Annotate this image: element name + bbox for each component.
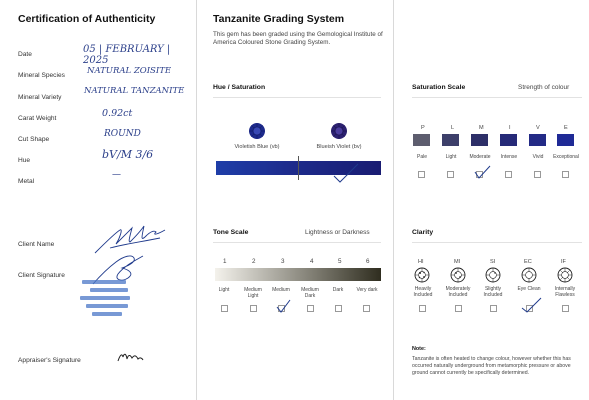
saturation-label-vivid: Vivid [532, 154, 544, 160]
tone-checkbox-dark[interactable] [335, 305, 342, 312]
saturation-letter-m: M [479, 125, 484, 131]
saturation-swatch-pale [413, 134, 430, 146]
tone-label-dark: Dark [332, 287, 344, 293]
grading-system-title: Tanzanite Grading System [213, 13, 345, 25]
violetish-blue-label: Violetish Blue (vb) [234, 144, 280, 150]
tone-number-4: 4 [310, 258, 314, 265]
clarity-code-mi: MI [454, 259, 461, 265]
hue-section-rule [213, 97, 381, 98]
mineral-variety-label: Mineral Variety [18, 94, 62, 101]
saturation-checkbox-intense[interactable] [505, 171, 512, 178]
cut-shape-value: ROUND [104, 129, 141, 139]
clarity-title: Clarity [412, 229, 434, 236]
clarity-code-if: IF [561, 259, 566, 265]
clarity-label-slightly-included: Slightly Included [483, 286, 503, 298]
carat-weight-label: Carat Weight [18, 115, 57, 122]
saturation-swatch-vivid [529, 134, 546, 146]
tone-checkbox-medium-light[interactable] [250, 305, 257, 312]
blueish-violet-label: Blueish Violet (bv) [316, 144, 362, 150]
appraiser-signature-label: Appraiser's Signature [18, 357, 81, 364]
saturation-letter-i: I [509, 125, 511, 131]
saturation-scale-subtitle: Strength of colour [518, 84, 570, 91]
note-title: Note: [412, 346, 426, 352]
tone-section-rule [213, 242, 381, 243]
saturation-scale-title: Saturation Scale [412, 84, 466, 91]
saturation-checkbox-pale[interactable] [418, 171, 425, 178]
saturation-label-light: Light [445, 154, 457, 160]
tone-label-light: Light [218, 287, 230, 293]
grading-system-panel [197, 0, 393, 400]
tone-checkbox-light[interactable] [221, 305, 228, 312]
clarity-code-hi: HI [418, 259, 424, 265]
tone-label-medium-light: Medium Light [244, 287, 262, 299]
violetish-blue-gem-icon [248, 122, 266, 140]
hue-value: bV/M 3/6 [102, 148, 154, 161]
hue-saturation-title: Hue / Saturation [213, 84, 266, 91]
note-text: Tanzanite is often heated to change colour, however whether this has occurred naturally underground from metamorphic pressure or above ground cannot currently be specifically determined. [412, 356, 571, 377]
saturation-letter-l: L [451, 125, 455, 131]
tone-number-1: 1 [223, 258, 227, 265]
blueish-violet-gem-icon [330, 122, 348, 140]
saturation-letter-p: P [421, 125, 425, 131]
grading-system-intro: This gem has been graded using the Gemological Institute of America Coloured Stone Grading System. [213, 31, 383, 47]
tone-number-5: 5 [338, 258, 342, 265]
metal-label: Metal [18, 178, 35, 185]
tone-checkbox-medium-dark[interactable] [307, 305, 314, 312]
scales-panel [394, 0, 589, 400]
clarity-checkbox-slightly-included[interactable] [490, 305, 497, 312]
saturation-checkbox-vivid[interactable] [534, 171, 541, 178]
saturation-check-mark [473, 164, 491, 180]
clarity-checkbox-heavily-included[interactable] [419, 305, 426, 312]
saturation-checkbox-light[interactable] [447, 171, 454, 178]
tone-scale-subtitle: Lightness or Darkness [305, 229, 370, 236]
clarity-label-eye-clean: Eye Clean [517, 286, 541, 292]
saturation-checkbox-exceptional[interactable] [562, 171, 569, 178]
date-label: Date [18, 51, 32, 58]
saturation-label-intense: Intense [500, 154, 518, 160]
tone-scale-title: Tone Scale [213, 229, 249, 236]
business-stamp [78, 276, 138, 320]
certificate-title: Certification of Authenticity [18, 13, 156, 25]
client-name-label: Client Name [18, 241, 55, 248]
saturation-label-exceptional: Exceptional [553, 154, 579, 160]
clarity-section-rule [412, 242, 582, 243]
saturation-letter-v: V [536, 125, 540, 131]
date-value: 05 | FEBRUARY | 2025 [83, 44, 171, 66]
saturation-swatch-intense [500, 134, 517, 146]
hue-label: Hue [18, 157, 31, 164]
tone-label-medium: Medium [272, 287, 290, 293]
clarity-checkbox-moderately-included[interactable] [455, 305, 462, 312]
saturation-letter-e: E [564, 125, 568, 131]
tone-check-mark [275, 298, 291, 314]
saturation-section-rule [412, 97, 582, 98]
saturation-swatch-moderate [471, 134, 488, 146]
saturation-label-pale: Pale [416, 154, 427, 160]
clarity-checkbox-internally-flawless[interactable] [562, 305, 569, 312]
client-signature-label: Client Signature [18, 272, 65, 279]
clarity-label-internally-flawless: Internally Flawless [554, 286, 576, 298]
mineral-species-value: NATURAL ZOISITE [87, 66, 172, 76]
hue-center-marker [298, 156, 299, 180]
tone-label-very-dark: Very dark [356, 287, 378, 293]
clarity-heavily-included-gem-icon [414, 267, 430, 283]
saturation-swatch-light [442, 134, 459, 146]
clarity-eye-clean-gem-icon [521, 267, 537, 283]
tone-label-medium-dark: Medium Dark [301, 287, 319, 299]
appraiser-signature [115, 349, 145, 365]
clarity-internally-flawless-gem-icon [557, 267, 573, 283]
saturation-label-moderate: Moderate [469, 154, 491, 160]
clarity-label-moderately-included: Moderately Included [445, 286, 471, 298]
clarity-code-si: SI [490, 259, 496, 265]
clarity-check-mark [520, 296, 542, 314]
hue-check-mark [332, 162, 360, 184]
clarity-label-heavily-included: Heavily Included [413, 286, 433, 298]
mineral-species-label: Mineral Species [18, 72, 65, 79]
certificate-panel [0, 0, 196, 400]
tone-gradient-bar [215, 268, 381, 281]
clarity-slightly-included-gem-icon [485, 267, 501, 283]
carat-weight-value: 0.92ct [102, 108, 133, 119]
tone-number-3: 3 [281, 258, 285, 265]
tone-number-6: 6 [366, 258, 370, 265]
mineral-variety-value: NATURAL TANZANITE [84, 86, 185, 96]
saturation-swatch-exceptional [557, 134, 574, 146]
metal-value: — [112, 170, 121, 180]
clarity-moderately-included-gem-icon [450, 267, 466, 283]
tone-checkbox-very-dark[interactable] [363, 305, 370, 312]
tone-number-2: 2 [252, 258, 256, 265]
clarity-code-ec: EC [524, 259, 532, 265]
cut-shape-label: Cut Shape [18, 136, 50, 143]
